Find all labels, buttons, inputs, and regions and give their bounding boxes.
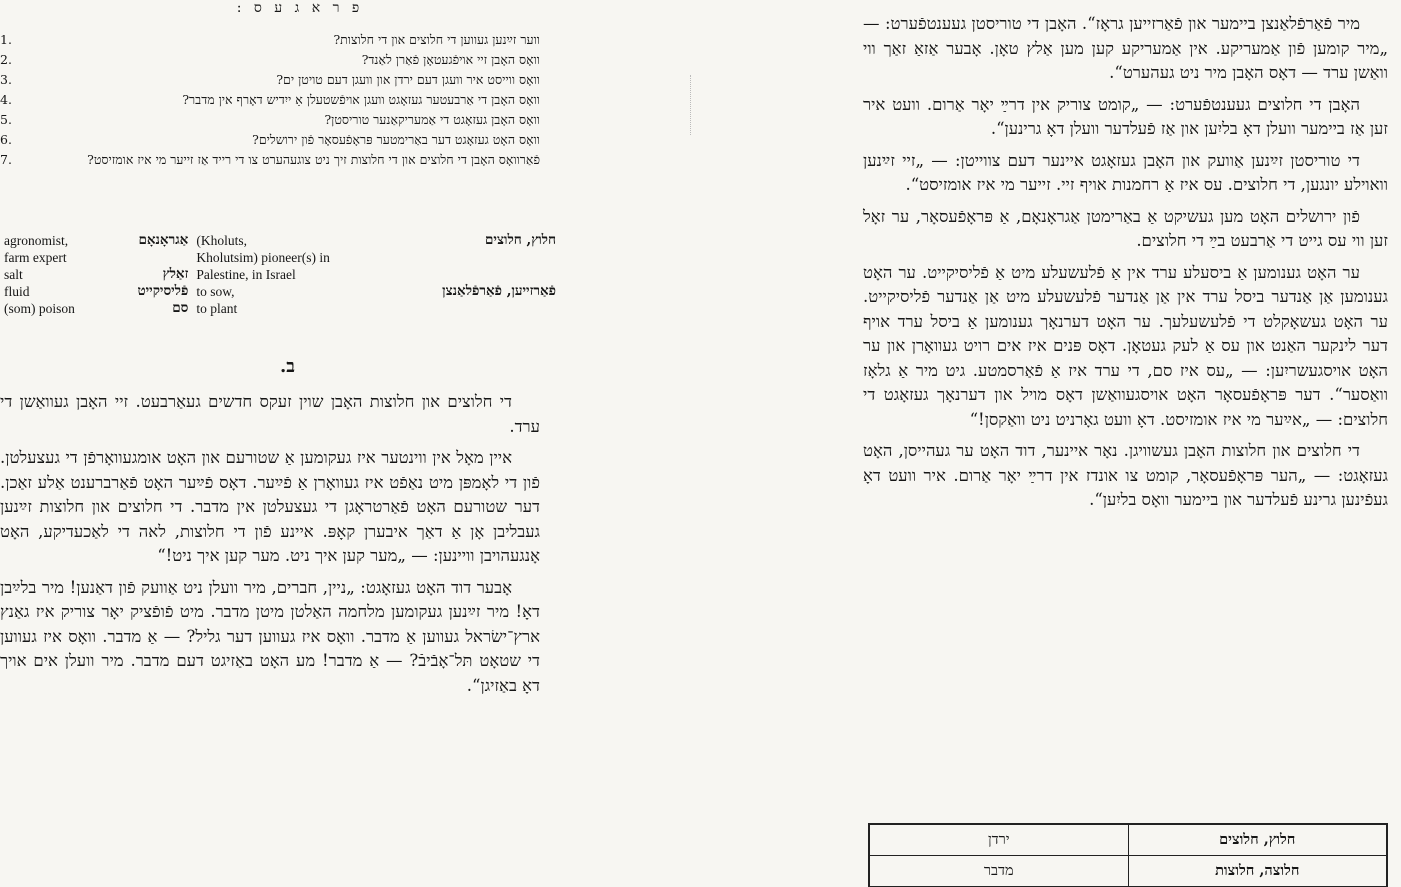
paragraph: פֿון ירושלים האָט מען געשיקט אַ באַרימטן אַגראָנאָם, אַ פּראָפֿעסאָר, ער זאָל זען ווי עס גייט די אַרבעט בײַ די חלוצים. bbox=[863, 206, 1388, 250]
questions-heading: פ ר א ג ע ס : bbox=[236, 0, 364, 16]
left-body-text bbox=[0, 390, 540, 705]
vocab-cell: חלוצה, חלוצות bbox=[1128, 856, 1387, 887]
paragraph: ער האָט גענומען אַ ביסעלע ערד אין אַ פֿלעשעלע מיט אַ פֿליסיקייט. ער האָט גענומען אַן אַנדער ביסל ערד אין אַן אַנדער פֿלעשעלע מיט אַן אַנדער פֿליסיקייט. ער האָט געשאָקלט די פֿלעשעלעך. ער האָט דערנאָך גענומען אַ ביסל ערד אויף דער לינקער האַנט און עס אַ לעק געטאָן. דאָס פּנים איז אים רויט געוואָרן און ער האָט אויסגעשריִען: — „עס איז סם, די ערד איז אַ פֿאַרסמטע. גיט מיר אַ גלאָז וואַסער“. דער פּראָפֿעסאָר האָט אויסגעוואַשן דאָס מויל און דערנאָך געזאָגט די חלוצים: — „אײַער מי איז אומזיסט. דאָ וועט גאָרניט ניט וואַקסן!“ bbox=[863, 262, 1388, 429]
vocab-cell: חלוץ, חלוצים bbox=[1128, 824, 1387, 856]
paragraph: די חלוצים און חלוצות האָבן געשוויגן. נאָר איינער, דוד האָט ער געהייסן, האָט געזאָגט: — „הער פּראָפֿעסאָר, קומט צו אונדז אין דרײַ יאָר אַרום. איר וועט דאָ געפֿינען גרינע פֿעלדער און ביימער וואָס בליִען“. bbox=[863, 441, 1388, 509]
scan-artifact bbox=[690, 75, 694, 135]
left-page bbox=[0, 0, 602, 887]
paragraph: האָבן די חלוצים געענטפֿערט: — „קומט צוריק אין דרײַ יאָר אַרום. וועט איר זען אַז ביימער וועלן דאָ בליִען און אַז פֿעלדער וועלן דאָ גרינען“. bbox=[863, 94, 1388, 138]
glossary-row: חלוץ, חלוצים (Kholuts, אַגראָנאָם agronomist, bbox=[4, 232, 556, 248]
question-item: וואָס האָבן געזאָגט די אַמעריקאַנער טוריסטן? 5. bbox=[0, 112, 540, 127]
questions-list bbox=[0, 30, 540, 170]
vocab-cell: מדבר bbox=[869, 856, 1128, 887]
right-page bbox=[858, 0, 1398, 887]
right-body-text bbox=[863, 12, 1388, 520]
paragraph: אָבער דוד האָט געזאָגט: „ניין, חברים, מיר וועלן ניט אַוועק פֿון דאַנען! מיר בלײַבן דאָ! מיר זײַנען געקומען מלחמה האַלטן מיטן מדבר. מיט פֿופֿציק יאָר צוריק איז גאַנץ ארץ־ישׂראל געווען אַ מדבר. וואָס איז געווען דער גליל? — אַ מדבר. וואָס איז געווען די שטאָט תּל־אָבֿיבֿ? — אַ מדבר! מע האָט באַזיגט דעם מדבר. מיר וועלן אים אויך דאָ באַזיגן“. bbox=[0, 577, 540, 695]
paragraph: מיר פֿאַרפֿלאַנצן ביימער און פֿאַרזייען גראָז“. האָבן די טוריסטן געענטפֿערט: — „מיר קומען פֿון אַמעריקע. אין אַמעריקע קען מען אַלץ טאָן. אָבער אַזאַ זאַך ווי וואַשן ערד — דאָס האָבן מיר ניט געהערט“. bbox=[863, 14, 1388, 82]
paragraph: די טוריסטן זײַנען אַוועק און האָבן געזאָגט איינער דעם צווייטן: — „זיי זײַנען וואוילע יונגען, די חלוצים. עס איז אַ רחמנות אויף זיי. זייער מי איז אומזיסט“. bbox=[863, 150, 1388, 194]
vocab-row bbox=[869, 824, 1387, 856]
glossary bbox=[0, 232, 560, 317]
glossary-row: to plant סם (som) poison bbox=[4, 300, 238, 316]
question-item: פֿאַרוואָס האָבן די חלוצים און די חלוצות זיך ניט צוגעהערט צו די רייד אַז זייער מי איז אומזיסט? 7. bbox=[0, 152, 540, 167]
glossary-row: Kholutsim) pioneer(s) in farm expert bbox=[4, 250, 330, 265]
question-item: וואָס האָבן זיי אויפֿגעטאָן פֿאַרן לאַנד? 2. bbox=[0, 52, 540, 67]
section-letter: ב. bbox=[280, 356, 295, 377]
question-item: ווער זײַנען געווען די חלוצים און די חלוצות? 1. bbox=[0, 32, 540, 47]
paragraph: די חלוצים און חלוצות האָבן שוין זעקס חדשים געאַרבעט. זיי האָבן געוואַשן די ערד. bbox=[0, 392, 540, 436]
vocab-cell: ירדן bbox=[869, 824, 1128, 856]
question-item: וואָס האָבן די אַרבעטער געזאָגט וועגן אויפֿשטעלן אַ ייִדיש דאָרף אין מדבר? 4. bbox=[0, 92, 540, 107]
question-item: וואָס האָט געזאָגט דער באַרימטער פּראָפֿעסאָר פֿון ירושלים? 6. bbox=[0, 132, 540, 147]
question-item: וואָס ווייסט איר וועגן דעם ירדן און וועגן דעם טויטן ים? 3. bbox=[0, 72, 540, 87]
paragraph: איין מאָל אין ווינטער איז געקומען אַ שטורעם און האָט אומגעוואָרפֿן די געצעלטן. פֿון די לאָמפּן מיט נאַפֿט איז געוואָרן אַ פֿײַער. דאָס פֿײַער האָט פֿאַרברענט אַלע זאַכן. דער שטורעם האָט פֿאַרטראָגן די געצעלטן אין מדבר. די חלוצים און חלוצות זײַנען געבליבן אָן אַ דאַך איבערן קאָפּ. איינע פֿון די חלוצות, לאה די לאַכעדיקע, האָט אָנגעהויבן וויינען: — „מער קען איך ניט. מער קען איך ניט!“ bbox=[0, 448, 540, 565]
vocab-row bbox=[869, 856, 1387, 887]
vocabulary-box bbox=[868, 823, 1388, 887]
glossary-row: פֿאַרזייען, פֿאַרפֿלאַנצן to sow, פֿליסיקייט fluid bbox=[4, 283, 556, 299]
glossary-row: Palestine, in Israel זאַלץ salt bbox=[4, 266, 296, 282]
